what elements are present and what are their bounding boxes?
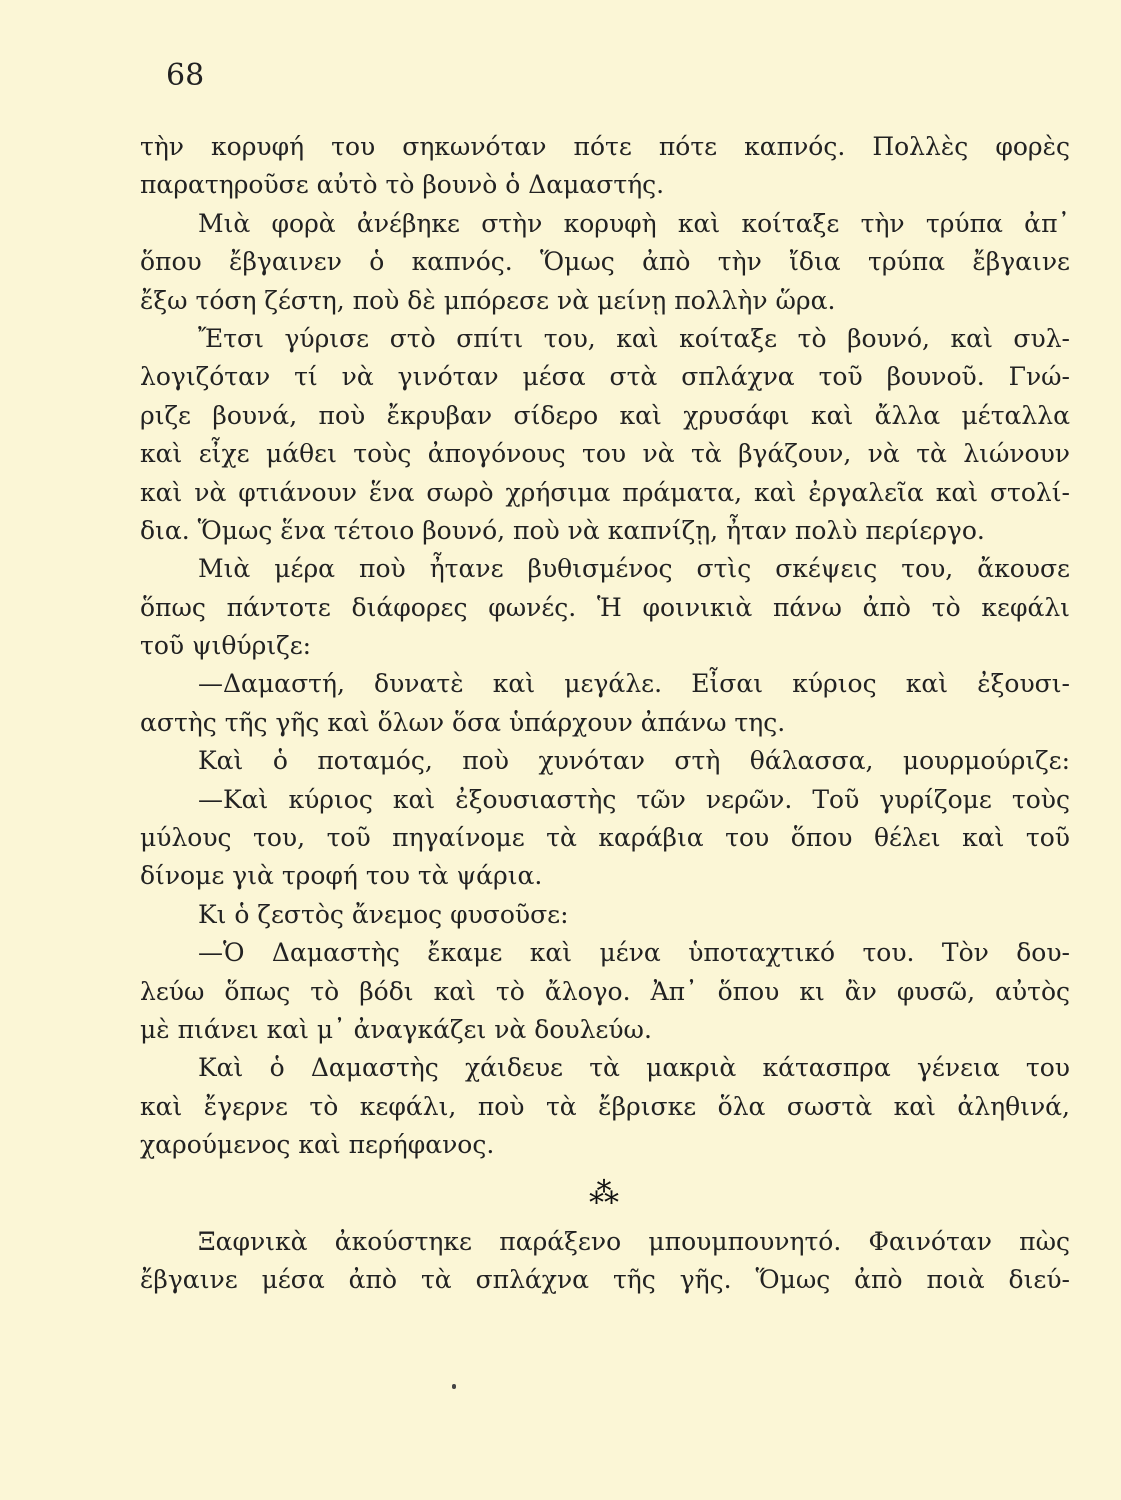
text-line: —Ὁ Δαμαστὴς ἔκαμε καὶ μένα ὑποταχτικό του. Τὸν δου- <box>198 938 1070 968</box>
text-line: Μιὰ φορὰ ἀνέβηκε στὴν κορυφὴ καὶ κοίταξε τὴν τρύπα ἀπ᾿ <box>198 208 1070 238</box>
text-line: Καὶ ὁ Δαμαστὴς χάιδευε τὰ μακριὰ κάτασπρα γένεια του <box>198 1053 1070 1083</box>
text-line: λεύω ὅπως τὸ βόδι καὶ τὸ ἄλογο. Ἀπ᾿ ὅπου κι ἂν φυσῶ, αὐτὸς <box>140 976 1070 1006</box>
text-lines-after-separator <box>140 1223 1070 1300</box>
text-line: λογιζόταν τί νὰ γινόταν μέσα στὰ σπλάχνα τοῦ βουνοῦ. Γνώ- <box>140 362 1070 392</box>
text-lines <box>140 128 1070 1165</box>
text-line: Καὶ ὁ ποταμός, ποὺ χυνόταν στὴ θάλασσα, μουρμούριζε: <box>198 746 1070 776</box>
text-line: Ἔτσι γύρισε στὸ σπίτι του, καὶ κοίταξε τὸ βουνό, καὶ συλ- <box>198 323 1070 353</box>
text-line: —Καὶ κύριος καὶ ἐξουσιαστὴς τῶν νερῶν. Τοῦ γυρίζομε τοὺς <box>198 784 1070 814</box>
text-line: δίνομε γιὰ τροφή του τὰ ψάρια. <box>140 861 543 891</box>
ink-speck <box>452 1384 456 1389</box>
section-separator: ⁂ <box>589 1175 621 1211</box>
text-line: ὅπου ἔβγαινεν ὁ καπνός. Ὅμως ἀπὸ τὴν ἴδια τρύπα ἔβγαινε <box>140 247 1070 277</box>
text-line: χαρούμενος καὶ περήφανος. <box>140 1130 495 1160</box>
page-number: 68 <box>166 58 205 93</box>
text-line: Μιὰ μέρα ποὺ ἦτανε βυθισμένος στὶς σκέψεις του, ἄκουσε <box>198 554 1070 584</box>
text-line: μύλους του, τοῦ πηγαίνομε τὰ καράβια του ὅπου θέλει καὶ τοῦ <box>140 823 1070 853</box>
text-line: ὅπως πάντοτε διάφορες φωνές. Ἡ φοινικιὰ πάνω ἀπὸ τὸ κεφάλι <box>140 592 1070 622</box>
text-line: ἔβγαινε μέσα ἀπὸ τὰ σπλάχνα τῆς γῆς. Ὅμως ἀπὸ ποιὰ διεύ- <box>140 1264 1070 1294</box>
text-line: Ξαφνικὰ ἀκούστηκε παράξενο μπουμπουνητό. Φαινόταν πὼς <box>198 1226 1070 1256</box>
text-line: αστὴς τῆς γῆς καὶ ὅλων ὅσα ὑπάρχουν ἀπάνω της. <box>140 707 786 737</box>
text-line: Κι ὁ ζεστὸς ἄνεμος φυσοῦσε: <box>198 899 569 929</box>
text-line: ριζε βουνά, ποὺ ἔκρυβαν σίδερο καὶ χρυσάφι καὶ ἄλλα μέταλλα <box>140 400 1070 430</box>
text-line: καὶ νὰ φτιάνουν ἕνα σωρὸ χρήσιμα πράματα, καὶ ἐργαλεῖα καὶ στολί- <box>140 477 1070 507</box>
text-line: παρατηροῦσε αὐτὸ τὸ βουνὸ ὁ Δαμαστής. <box>140 170 665 200</box>
text-line: τοῦ ψιθύριζε: <box>140 631 312 661</box>
text-line: μὲ πιάνει καὶ μ᾿ ἀναγκάζει νὰ δουλεύω. <box>140 1014 652 1044</box>
text-line: δια. Ὅμως ἕνα τέτοιο βουνό, ποὺ νὰ καπνίζῃ, ἦταν πολὺ περίεργο. <box>140 515 985 545</box>
body-text <box>140 128 1070 1299</box>
text-line: τὴν κορυφή του σηκωνόταν πότε πότε καπνός. Πολλὲς φορὲς <box>140 132 1070 161</box>
text-line: ἔξω τόση ζέστη, ποὺ δὲ μπόρεσε νὰ μείνῃ πολλὴν ὥρα. <box>140 285 836 315</box>
text-line: καὶ εἶχε μάθει τοὺς ἀπογόνους του νὰ τὰ βγάζουν, νὰ τὰ λιώνουν <box>140 439 1070 469</box>
text-line: —Δαμαστή, δυνατὲ καὶ μεγάλε. Εἶσαι κύριος καὶ ἐξουσι- <box>198 669 1070 699</box>
text-line: καὶ ἔγερνε τὸ κεφάλι, ποὺ τὰ ἔβρισκε ὅλα σωστὰ καὶ ἀληθινά, <box>140 1091 1070 1121</box>
